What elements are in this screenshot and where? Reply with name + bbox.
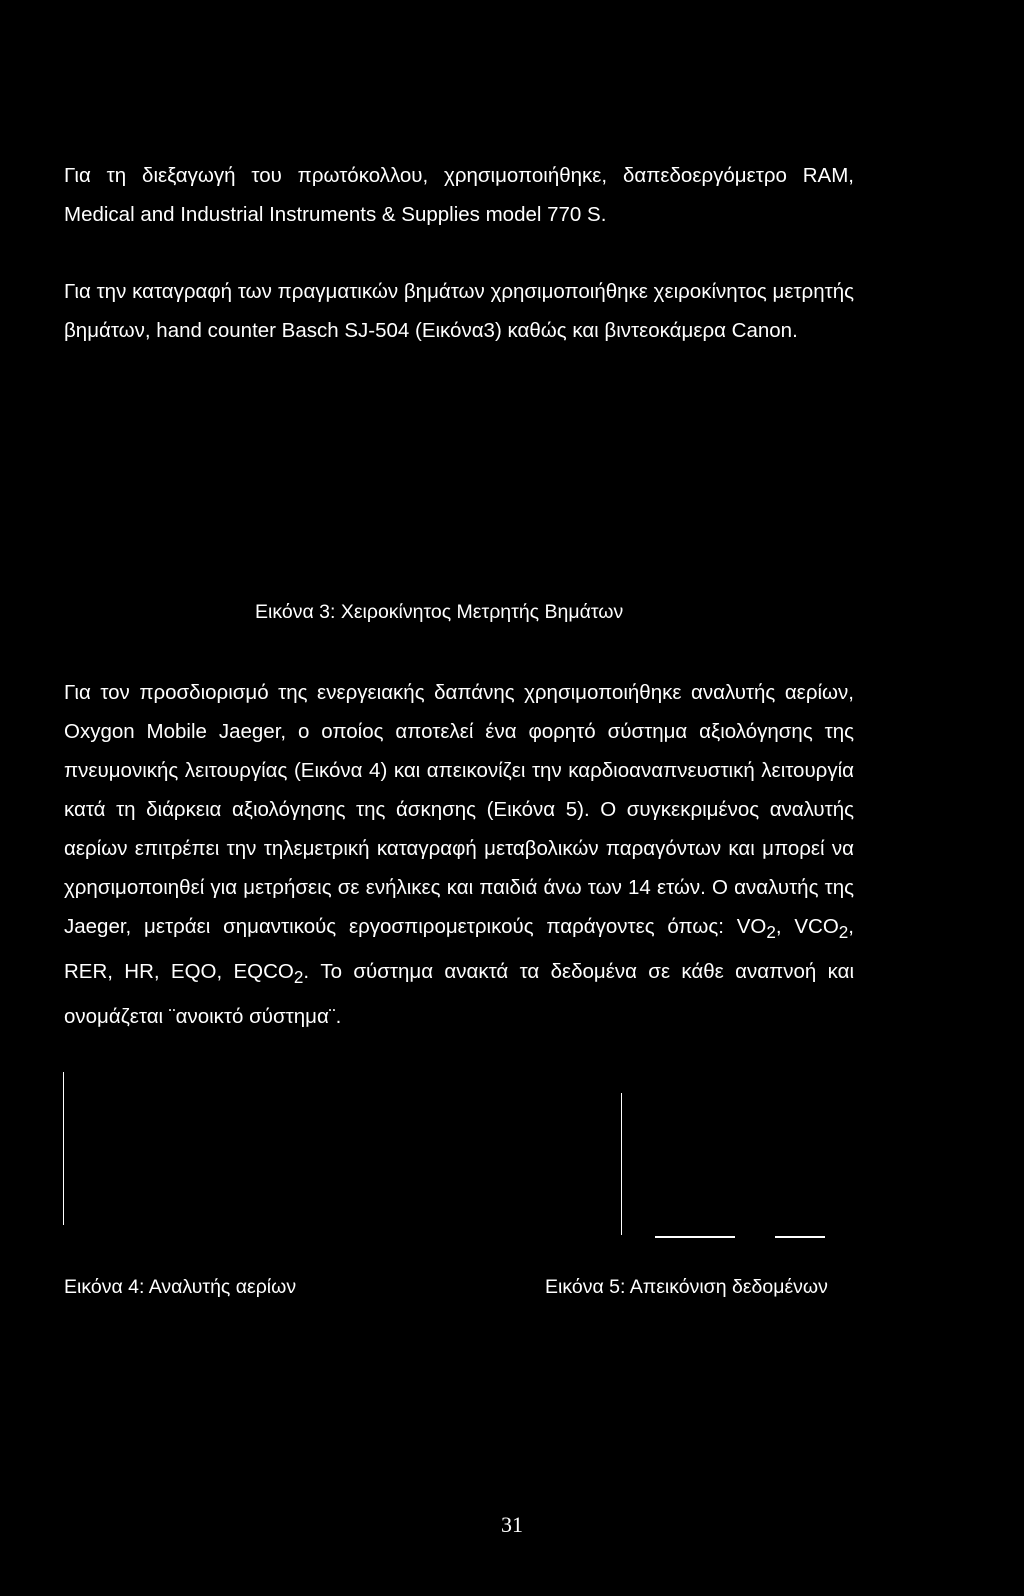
figure-4-caption: Εικόνα 4: Αναλυτής αερίων <box>64 1276 297 1298</box>
page-number: 31 <box>501 1512 523 1537</box>
paragraph-step-counter: Για την καταγραφή των πραγματικών βημάτων χρησιμοποιήθηκε χειροκίνητος μετρητής βημάτων, hand counter Basch SJ-504 (Εικόνα3) καθώς και βιντεοκάμερα Canon. <box>64 280 854 342</box>
paragraph-treadmill: Για τη διεξαγωγή του πρωτόκολλου, χρησιμοποιήθηκε, δαπεδοεργόμετρο RAM, Medical and Industrial Instruments & Supplies model 770 S. <box>64 164 854 226</box>
paragraph-gas-analyzer: Για τον προσδιορισμό της ενεργειακής δαπάνης χρησιμοποιήθηκε αναλυτής αερίων, Oxygon Mobile Jaeger, ο οποίος αποτελεί ένα φορητό σύστημα αξιολόγησης της πνευμονικής λειτουργίας (Εικόνα 4) και απεικονίζει την καρδιοαναπνευστική λειτουργία κατά τη διάρκεια αξιολόγησης της άσκησης (Εικόνα 5). Ο συγκεκριμένος αναλυτής αερίων επιτρέπει την τηλεμετρική καταγραφή μεταβολικών παραγόντων και μπορεί να χρησιμοποιηθεί για μετρήσεις σε ενήλικες και παιδιά άνω των 14 ετών. Ο αναλυτής της Jaeger, μετράει σημαντικούς εργοσπιρομετρικούς παράγοντες όπως: $VO_2$, $VCO_2$, RER, HR, EQO, $EQCO_2$. Το σύστημα ανακτά τα δεδομένα σε κάθε αναπνοή και ονομάζεται ¨ανοικτό σύστημα¨. <box>64 681 855 1029</box>
figure-3-caption: Εικόνα 3: Χειροκίνητος Μετρητής Βημάτων <box>255 601 624 623</box>
figure-5-caption: Εικόνα 5: Απεικόνιση δεδομένων <box>545 1276 828 1298</box>
